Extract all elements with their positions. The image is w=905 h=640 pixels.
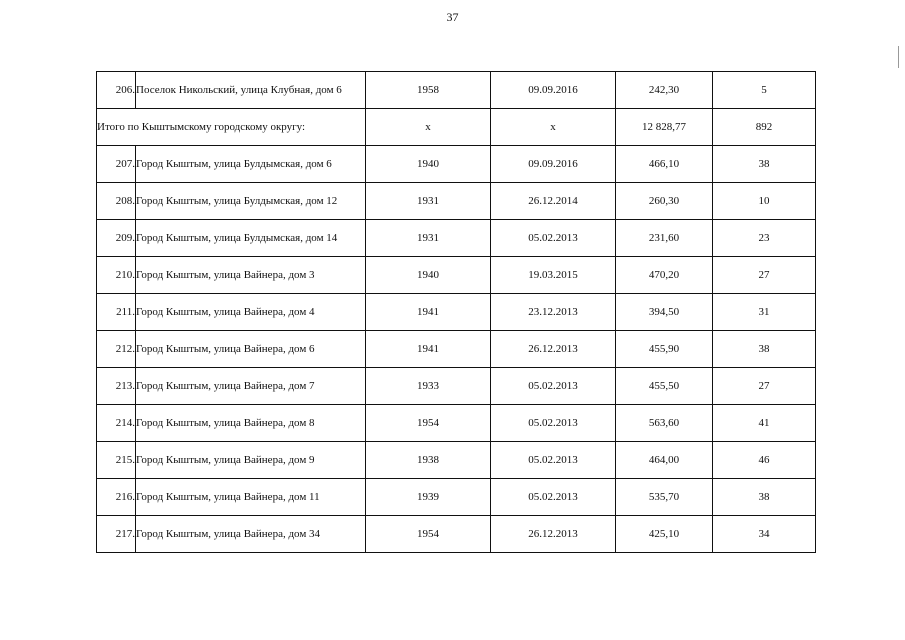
residents-cell: 46 (713, 442, 816, 479)
area-cell: 455,90 (616, 331, 713, 368)
date-cell: 05.02.2013 (491, 368, 616, 405)
total-label-cell: Итого по Кыштымскому городскому округу: (97, 109, 366, 146)
date-cell: 19.03.2015 (491, 257, 616, 294)
residents-cell: 38 (713, 331, 816, 368)
row-number-cell: 208. (97, 183, 136, 220)
date-cell: 26.12.2013 (491, 331, 616, 368)
address-cell: Город Кыштым, улица Вайнера, дом 3 (136, 257, 366, 294)
table-body (97, 72, 816, 553)
table-row (97, 405, 816, 442)
date-cell: 05.02.2013 (491, 479, 616, 516)
year-cell: 1939 (366, 479, 491, 516)
address-cell: Город Кыштым, улица Вайнера, дом 4 (136, 294, 366, 331)
row-number-cell: 212. (97, 331, 136, 368)
year-cell: 1954 (366, 516, 491, 553)
table-row (97, 257, 816, 294)
row-number-cell: 209. (97, 220, 136, 257)
year-cell: 1941 (366, 294, 491, 331)
table-row (97, 146, 816, 183)
residents-cell: 27 (713, 368, 816, 405)
date-cell: 05.02.2013 (491, 405, 616, 442)
date-cell: х (491, 109, 616, 146)
residents-cell: 27 (713, 257, 816, 294)
address-cell: Город Кыштым, улица Вайнера, дом 9 (136, 442, 366, 479)
area-cell: 12 828,77 (616, 109, 713, 146)
year-cell: 1940 (366, 146, 491, 183)
row-number-cell: 216. (97, 479, 136, 516)
row-number-cell: 210. (97, 257, 136, 294)
area-cell: 231,60 (616, 220, 713, 257)
address-cell: Город Кыштым, улица Булдымская, дом 12 (136, 183, 366, 220)
area-cell: 464,00 (616, 442, 713, 479)
residents-cell: 892 (713, 109, 816, 146)
table-row (97, 442, 816, 479)
year-cell: 1938 (366, 442, 491, 479)
table-row (97, 516, 816, 553)
residents-cell: 38 (713, 146, 816, 183)
table-row (97, 479, 816, 516)
date-cell: 26.12.2014 (491, 183, 616, 220)
year-cell: 1931 (366, 220, 491, 257)
residents-cell: 31 (713, 294, 816, 331)
date-cell: 09.09.2016 (491, 146, 616, 183)
date-cell: 26.12.2013 (491, 516, 616, 553)
address-cell: Город Кыштым, улица Вайнера, дом 7 (136, 368, 366, 405)
area-cell: 563,60 (616, 405, 713, 442)
table-row (97, 331, 816, 368)
date-cell: 23.12.2013 (491, 294, 616, 331)
housing-registry-table (96, 71, 816, 553)
row-number-cell: 206. (97, 72, 136, 109)
row-number-cell: 207. (97, 146, 136, 183)
year-cell: 1933 (366, 368, 491, 405)
year-cell: 1958 (366, 72, 491, 109)
address-cell: Поселок Никольский, улица Клубная, дом 6 (136, 72, 366, 109)
year-cell: 1940 (366, 257, 491, 294)
area-cell: 470,20 (616, 257, 713, 294)
area-cell: 394,50 (616, 294, 713, 331)
area-cell: 466,10 (616, 146, 713, 183)
area-cell: 260,30 (616, 183, 713, 220)
date-cell: 05.02.2013 (491, 442, 616, 479)
row-number-cell: 214. (97, 405, 136, 442)
table-row (97, 294, 816, 331)
area-cell: 535,70 (616, 479, 713, 516)
residents-cell: 38 (713, 479, 816, 516)
address-cell: Город Кыштым, улица Вайнера, дом 8 (136, 405, 366, 442)
table-row (97, 220, 816, 257)
row-number-cell: 217. (97, 516, 136, 553)
residents-cell: 10 (713, 183, 816, 220)
date-cell: 05.02.2013 (491, 220, 616, 257)
year-cell: 1931 (366, 183, 491, 220)
address-cell: Город Кыштым, улица Вайнера, дом 34 (136, 516, 366, 553)
residents-cell: 5 (713, 72, 816, 109)
address-cell: Город Кыштым, улица Булдымская, дом 6 (136, 146, 366, 183)
total-row (97, 109, 816, 146)
residents-cell: 41 (713, 405, 816, 442)
area-cell: 425,10 (616, 516, 713, 553)
row-number-cell: 213. (97, 368, 136, 405)
row-number-cell: 211. (97, 294, 136, 331)
year-cell: 1941 (366, 331, 491, 368)
year-cell: 1954 (366, 405, 491, 442)
table-row (97, 368, 816, 405)
address-cell: Город Кыштым, улица Булдымская, дом 14 (136, 220, 366, 257)
residents-cell: 23 (713, 220, 816, 257)
year-cell: х (366, 109, 491, 146)
address-cell: Город Кыштым, улица Вайнера, дом 11 (136, 479, 366, 516)
table-row (97, 183, 816, 220)
table-row (97, 72, 816, 109)
scan-mark (898, 46, 899, 68)
area-cell: 455,50 (616, 368, 713, 405)
residents-cell: 34 (713, 516, 816, 553)
row-number-cell: 215. (97, 442, 136, 479)
date-cell: 09.09.2016 (491, 72, 616, 109)
area-cell: 242,30 (616, 72, 713, 109)
page-number: 37 (446, 10, 459, 24)
address-cell: Город Кыштым, улица Вайнера, дом 6 (136, 331, 366, 368)
